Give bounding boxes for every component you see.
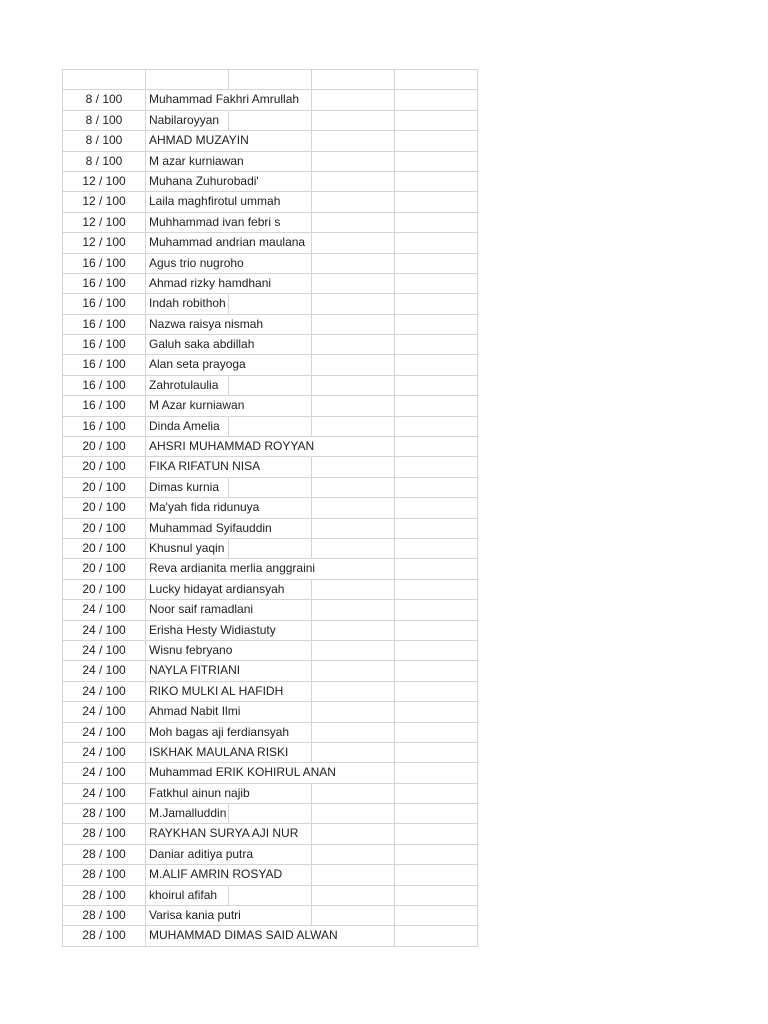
score-cell: [63, 926, 146, 946]
empty-cell: [312, 376, 395, 396]
score-text: 20 / 100: [82, 439, 126, 454]
name-cell: [146, 621, 276, 641]
score-cell: [63, 335, 146, 355]
empty-cell: [312, 661, 395, 681]
student-name: Muhammad Syifauddin: [149, 520, 272, 535]
empty-cell: [312, 621, 395, 641]
empty-cell: [312, 131, 395, 151]
score-text: 24 / 100: [82, 663, 126, 678]
score-text: 12 / 100: [82, 214, 126, 229]
empty-cell: [312, 192, 395, 212]
student-name: FIKA RIFATUN NISA: [149, 459, 261, 474]
empty-cell: [229, 906, 312, 926]
empty-cell: [312, 906, 395, 926]
score-text: 28 / 100: [82, 928, 126, 943]
empty-cell: [395, 498, 478, 518]
score-text: 24 / 100: [82, 765, 126, 780]
name-cell: [146, 213, 281, 233]
student-name: Agus trio nugroho: [149, 255, 244, 270]
empty-cell: [395, 519, 478, 539]
score-cell: [63, 437, 146, 457]
spreadsheet-table: [62, 69, 478, 947]
empty-cell: [395, 784, 478, 804]
name-cell: [146, 457, 261, 477]
name-cell: [146, 274, 272, 294]
empty-cell: [312, 254, 395, 274]
student-name: NAYLA FITRIANI: [149, 663, 241, 678]
empty-cell: [395, 457, 478, 477]
name-cell: [146, 519, 272, 539]
score-cell: [63, 457, 146, 477]
score-cell: [63, 355, 146, 375]
empty-cell: [312, 682, 395, 702]
empty-cell: [312, 498, 395, 518]
score-cell: [63, 600, 146, 620]
score-text: 20 / 100: [82, 540, 126, 555]
empty-cell: [312, 294, 395, 314]
student-name: Ma'yah fida ridunuya: [149, 500, 260, 515]
empty-cell: [312, 539, 395, 559]
name-cell: [146, 702, 241, 722]
empty-cell: [395, 355, 478, 375]
score-cell: [63, 172, 146, 192]
name-cell: [146, 478, 229, 498]
name-cell: [146, 315, 264, 335]
score-text: 24 / 100: [82, 602, 126, 617]
empty-cell: [312, 641, 395, 661]
name-cell: [146, 111, 229, 131]
student-name: AHSRI MUHAMMAD ROYYAN: [149, 439, 315, 454]
student-name: Nabilaroyyan: [149, 112, 220, 127]
name-cell: [146, 233, 306, 253]
student-name: Muhammad andrian maulana: [149, 235, 306, 250]
empty-cell: [312, 600, 395, 620]
empty-cell: [395, 580, 478, 600]
score-cell: [63, 559, 146, 579]
empty-cell: [312, 743, 395, 763]
student-name: Reva ardianita merlia anggraini: [149, 561, 316, 576]
score-cell: [63, 152, 146, 172]
name-cell: [146, 661, 241, 681]
score-cell: [63, 865, 146, 885]
empty-cell: [395, 152, 478, 172]
name-cell: [146, 131, 249, 151]
student-name: Muhana Zuhurobadi': [149, 173, 259, 188]
empty-cell: [312, 172, 395, 192]
empty-cell: [395, 926, 478, 946]
name-cell: [146, 294, 229, 314]
score-text: 16 / 100: [82, 316, 126, 331]
empty-cell: [312, 417, 395, 437]
score-text: 20 / 100: [82, 581, 126, 596]
student-name: Muhhammad ivan febri s: [149, 214, 281, 229]
empty-cell: [395, 213, 478, 233]
score-cell: [63, 804, 146, 824]
name-cell: [146, 335, 255, 355]
empty-cell: [312, 519, 395, 539]
score-text: 16 / 100: [82, 398, 126, 413]
student-name: Noor saif ramadlani: [149, 602, 254, 617]
name-cell: [146, 355, 246, 375]
score-cell: [63, 824, 146, 844]
empty-cell: [312, 865, 395, 885]
empty-cell: [229, 702, 312, 722]
score-cell: [63, 192, 146, 212]
empty-cell: [312, 723, 395, 743]
score-cell: [63, 417, 146, 437]
name-cell: [146, 376, 229, 396]
empty-cell: [312, 335, 395, 355]
name-cell: [146, 254, 244, 274]
student-name: Indah robithoh: [149, 296, 226, 311]
name-cell: [146, 498, 260, 518]
name-cell: [146, 580, 285, 600]
name-cell: [146, 845, 254, 865]
empty-cell: [395, 294, 478, 314]
empty-cell: [395, 600, 478, 620]
score-cell: [63, 233, 146, 253]
score-text: 16 / 100: [82, 337, 126, 352]
score-text: 20 / 100: [82, 479, 126, 494]
empty-cell: [229, 294, 312, 314]
empty-cell: [312, 457, 395, 477]
score-text: 16 / 100: [82, 418, 126, 433]
score-text: 16 / 100: [82, 255, 126, 270]
name-cell: [146, 926, 338, 946]
score-cell: [63, 131, 146, 151]
header-empty-cell: [146, 70, 229, 90]
empty-cell: [312, 886, 395, 906]
student-name: Muhammad ERIK KOHIRUL ANAN: [149, 765, 336, 780]
name-cell: [146, 90, 300, 110]
empty-cell: [395, 682, 478, 702]
score-text: 28 / 100: [82, 867, 126, 882]
name-cell: [146, 886, 229, 906]
score-cell: [63, 254, 146, 274]
score-text: 8 / 100: [85, 153, 123, 168]
score-cell: [63, 580, 146, 600]
name-cell: [146, 865, 283, 885]
score-cell: [63, 906, 146, 926]
score-cell: [63, 111, 146, 131]
empty-cell: [395, 559, 478, 579]
name-cell: [146, 906, 241, 926]
empty-cell: [395, 437, 478, 457]
empty-cell: [395, 254, 478, 274]
student-name: Ahmad Nabit Ilmi: [149, 704, 241, 719]
empty-cell: [312, 315, 395, 335]
score-cell: [63, 498, 146, 518]
score-text: 24 / 100: [82, 744, 126, 759]
empty-cell: [312, 274, 395, 294]
student-name: M azar kurniawan: [149, 153, 244, 168]
student-name: Ahmad rizky hamdhani: [149, 275, 272, 290]
empty-cell: [395, 824, 478, 844]
name-cell: [146, 784, 250, 804]
empty-cell: [312, 90, 395, 110]
empty-cell: [395, 478, 478, 498]
student-name: Laila maghfirotul ummah: [149, 194, 281, 209]
empty-cell: [395, 865, 478, 885]
score-cell: [63, 213, 146, 233]
score-cell: [63, 315, 146, 335]
empty-cell: [312, 580, 395, 600]
name-cell: [146, 804, 229, 824]
name-cell: [146, 600, 254, 620]
name-cell: [146, 192, 281, 212]
score-text: 16 / 100: [82, 377, 126, 392]
empty-cell: [395, 539, 478, 559]
score-text: 24 / 100: [82, 724, 126, 739]
score-cell: [63, 519, 146, 539]
student-name: Khusnul yaqin: [149, 540, 225, 555]
student-name: MUHAMMAD DIMAS SAID ALWAN: [149, 928, 338, 943]
empty-cell: [395, 376, 478, 396]
student-name: Erisha Hesty Widiastuty: [149, 622, 276, 637]
empty-cell: [395, 315, 478, 335]
student-name: ISKHAK MAULANA RISKI: [149, 744, 289, 759]
name-cell: [146, 682, 284, 702]
student-name: Dinda Amelia: [149, 418, 220, 433]
empty-cell: [395, 906, 478, 926]
name-cell: [146, 437, 315, 457]
student-name: Alan seta prayoga: [149, 357, 246, 372]
header-empty-cell: [395, 70, 478, 90]
student-name: RIKO MULKI AL HAFIDH: [149, 683, 284, 698]
header-empty-cell: [312, 70, 395, 90]
empty-cell: [229, 539, 312, 559]
score-text: 24 / 100: [82, 683, 126, 698]
empty-cell: [395, 396, 478, 416]
score-cell: [63, 539, 146, 559]
empty-cell: [312, 111, 395, 131]
name-cell: [146, 539, 229, 559]
empty-cell: [312, 845, 395, 865]
empty-cell: [395, 661, 478, 681]
name-cell: [146, 417, 229, 437]
score-cell: [63, 621, 146, 641]
empty-cell: [312, 233, 395, 253]
name-cell: [146, 723, 290, 743]
score-cell: [63, 886, 146, 906]
student-name: Wisnu febryano: [149, 642, 233, 657]
score-text: 8 / 100: [85, 112, 123, 127]
empty-cell: [395, 90, 478, 110]
student-name: Nazwa raisya nismah: [149, 316, 264, 331]
empty-cell: [312, 152, 395, 172]
score-text: 12 / 100: [82, 173, 126, 188]
name-cell: [146, 743, 289, 763]
empty-cell: [395, 111, 478, 131]
empty-cell: [395, 641, 478, 661]
empty-cell: [229, 661, 312, 681]
name-cell: [146, 152, 244, 172]
name-cell: [146, 559, 316, 579]
empty-cell: [312, 396, 395, 416]
empty-cell: [395, 702, 478, 722]
student-name: Zahrotulaulia: [149, 377, 219, 392]
empty-cell: [229, 111, 312, 131]
empty-cell: [312, 355, 395, 375]
score-text: 24 / 100: [82, 622, 126, 637]
score-text: 20 / 100: [82, 500, 126, 515]
empty-cell: [395, 743, 478, 763]
score-text: 8 / 100: [85, 133, 123, 148]
score-text: 28 / 100: [82, 826, 126, 841]
score-text: 20 / 100: [82, 459, 126, 474]
empty-cell: [312, 437, 395, 457]
empty-cell: [395, 274, 478, 294]
score-cell: [63, 478, 146, 498]
empty-cell: [312, 478, 395, 498]
header-empty-cell: [63, 70, 146, 90]
student-name: Galuh saka abdillah: [149, 337, 255, 352]
student-name: Lucky hidayat ardiansyah: [149, 581, 285, 596]
score-cell: [63, 784, 146, 804]
score-text: 24 / 100: [82, 785, 126, 800]
score-cell: [63, 274, 146, 294]
score-text: 16 / 100: [82, 275, 126, 290]
name-cell: [146, 641, 233, 661]
empty-cell: [229, 886, 312, 906]
score-cell: [63, 723, 146, 743]
score-text: 8 / 100: [85, 92, 123, 107]
empty-cell: [312, 213, 395, 233]
score-text: 24 / 100: [82, 642, 126, 657]
student-name: khoirul afifah: [149, 887, 218, 902]
score-cell: [63, 845, 146, 865]
score-cell: [63, 376, 146, 396]
name-cell: [146, 824, 299, 844]
score-cell: [63, 90, 146, 110]
score-cell: [63, 661, 146, 681]
empty-cell: [395, 804, 478, 824]
empty-cell: [395, 233, 478, 253]
header-empty-cell: [229, 70, 312, 90]
empty-cell: [229, 804, 312, 824]
student-name: Moh bagas aji ferdiansyah: [149, 724, 290, 739]
student-name: Dimas kurnia: [149, 479, 220, 494]
empty-cell: [312, 702, 395, 722]
score-text: 20 / 100: [82, 561, 126, 576]
empty-cell: [229, 478, 312, 498]
student-name: M.Jamalluddin: [149, 806, 227, 821]
score-cell: [63, 396, 146, 416]
empty-cell: [395, 192, 478, 212]
score-text: 28 / 100: [82, 887, 126, 902]
score-text: 12 / 100: [82, 235, 126, 250]
empty-cell: [229, 376, 312, 396]
score-text: 16 / 100: [82, 296, 126, 311]
student-name: Fatkhul ainun najib: [149, 785, 250, 800]
empty-cell: [229, 641, 312, 661]
student-name: AHMAD MUZAYIN: [149, 133, 249, 148]
score-text: 24 / 100: [82, 704, 126, 719]
student-name: Varisa kania putri: [149, 908, 241, 923]
student-name: Muhammad Fakhri Amrullah: [149, 92, 300, 107]
name-cell: [146, 763, 336, 783]
empty-cell: [312, 824, 395, 844]
score-text: 20 / 100: [82, 520, 126, 535]
empty-cell: [395, 763, 478, 783]
empty-cell: [395, 886, 478, 906]
name-cell: [146, 396, 245, 416]
empty-cell: [395, 845, 478, 865]
student-name: Daniar aditiya putra: [149, 846, 254, 861]
empty-cell: [229, 417, 312, 437]
empty-cell: [312, 784, 395, 804]
score-text: 28 / 100: [82, 846, 126, 861]
empty-cell: [395, 417, 478, 437]
score-text: 28 / 100: [82, 806, 126, 821]
empty-cell: [312, 559, 395, 579]
empty-cell: [395, 335, 478, 355]
student-name: M.ALIF AMRIN ROSYAD: [149, 867, 283, 882]
empty-cell: [395, 131, 478, 151]
score-cell: [63, 641, 146, 661]
score-cell: [63, 743, 146, 763]
name-cell: [146, 172, 259, 192]
score-text: 16 / 100: [82, 357, 126, 372]
score-text: 12 / 100: [82, 194, 126, 209]
student-name: M Azar kurniawan: [149, 398, 245, 413]
score-cell: [63, 294, 146, 314]
empty-cell: [395, 723, 478, 743]
score-text: 28 / 100: [82, 908, 126, 923]
empty-cell: [312, 804, 395, 824]
score-cell: [63, 702, 146, 722]
empty-cell: [395, 621, 478, 641]
empty-cell: [395, 172, 478, 192]
student-name: RAYKHAN SURYA AJI NUR: [149, 826, 299, 841]
score-cell: [63, 682, 146, 702]
score-cell: [63, 763, 146, 783]
